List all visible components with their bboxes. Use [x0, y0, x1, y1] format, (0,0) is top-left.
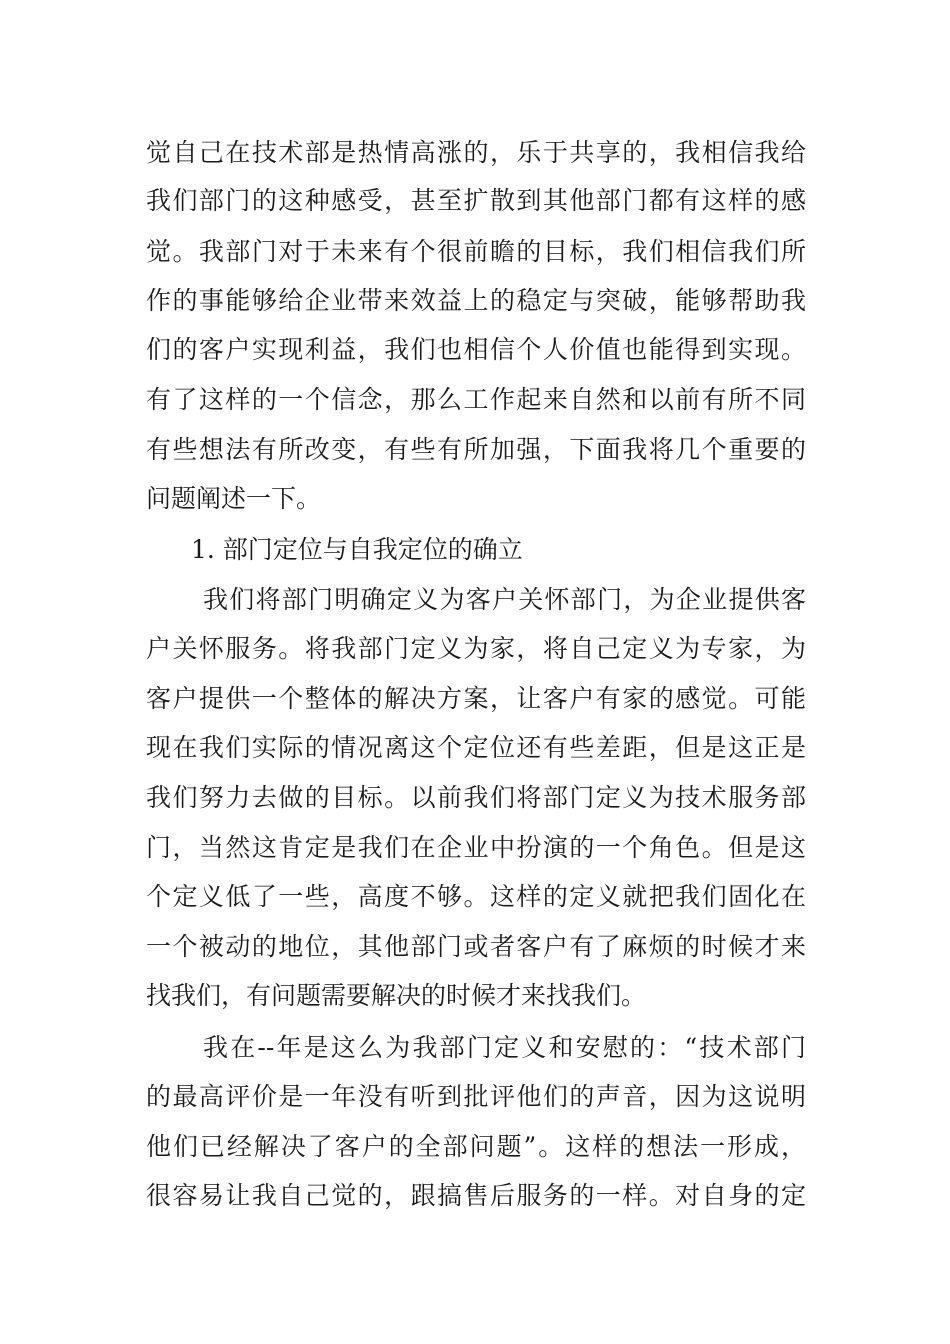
text-line: 很容易让我自己觉的，跟搞售后服务的一样。对自身的定: [146, 1181, 806, 1210]
text-line: 他们已经解决了客户的全部问题”。这样的想法一形成，: [146, 1132, 806, 1161]
text-line: 门，当然这肯定是我们在企业中扮演的一个角色。但是这: [146, 833, 806, 862]
text-line: 觉自己在技术部是热情高涨的，乐于共享的，我相信我给: [146, 138, 806, 167]
text-line: 觉。我部门对于未来有个很前瞻的目标，我们相信我们所: [146, 237, 806, 266]
text-line: 的最高评价是一年没有听到批评他们的声音，因为这说明: [146, 1082, 806, 1111]
text-line: 有了这样的一个信念，那么工作起来自然和以前有所不同: [146, 385, 806, 414]
section-heading: 1. 部门定位与自我定位的确立: [191, 535, 523, 564]
text-line: 客户提供一个整体的解决方案，让客户有家的感觉。可能: [146, 684, 806, 713]
text-line: 个定义低了一些，高度不够。这样的定义就把我们固化在: [146, 882, 806, 911]
text-line: 作的事能够给企业带来效益上的稳定与突破，能够帮助我: [146, 286, 806, 315]
text-line: 有些想法有所改变，有些有所加强，下面我将几个重要的: [146, 435, 806, 464]
text-line: 我在--年是这么为我部门定义和安慰的：“技术部门: [203, 1033, 806, 1062]
text-line: 我们部门的这种感受，甚至扩散到其他部门都有这样的感: [146, 186, 806, 215]
text-line: 们的客户实现利益，我们也相信个人价值也能得到实现。: [146, 335, 806, 364]
text-line: 户关怀服务。将我部门定义为家，将自己定义为专家，为: [146, 634, 806, 663]
text-line: 一个被动的地位，其他部门或者客户有了麻烦的时候才来: [146, 932, 806, 961]
text-line: 问题阐述一下。: [146, 484, 322, 513]
text-line: 找我们，有问题需要解决的时候才来找我们。: [146, 981, 647, 1010]
text-line: 我们努力去做的目标。以前我们将部门定义为技术服务部: [146, 783, 806, 812]
text-line: 我们将部门明确定义为客户关怀部门，为企业提供客: [203, 585, 806, 614]
text-line: 现在我们实际的情况离这个定位还有些差距，但是这正是: [146, 733, 806, 762]
